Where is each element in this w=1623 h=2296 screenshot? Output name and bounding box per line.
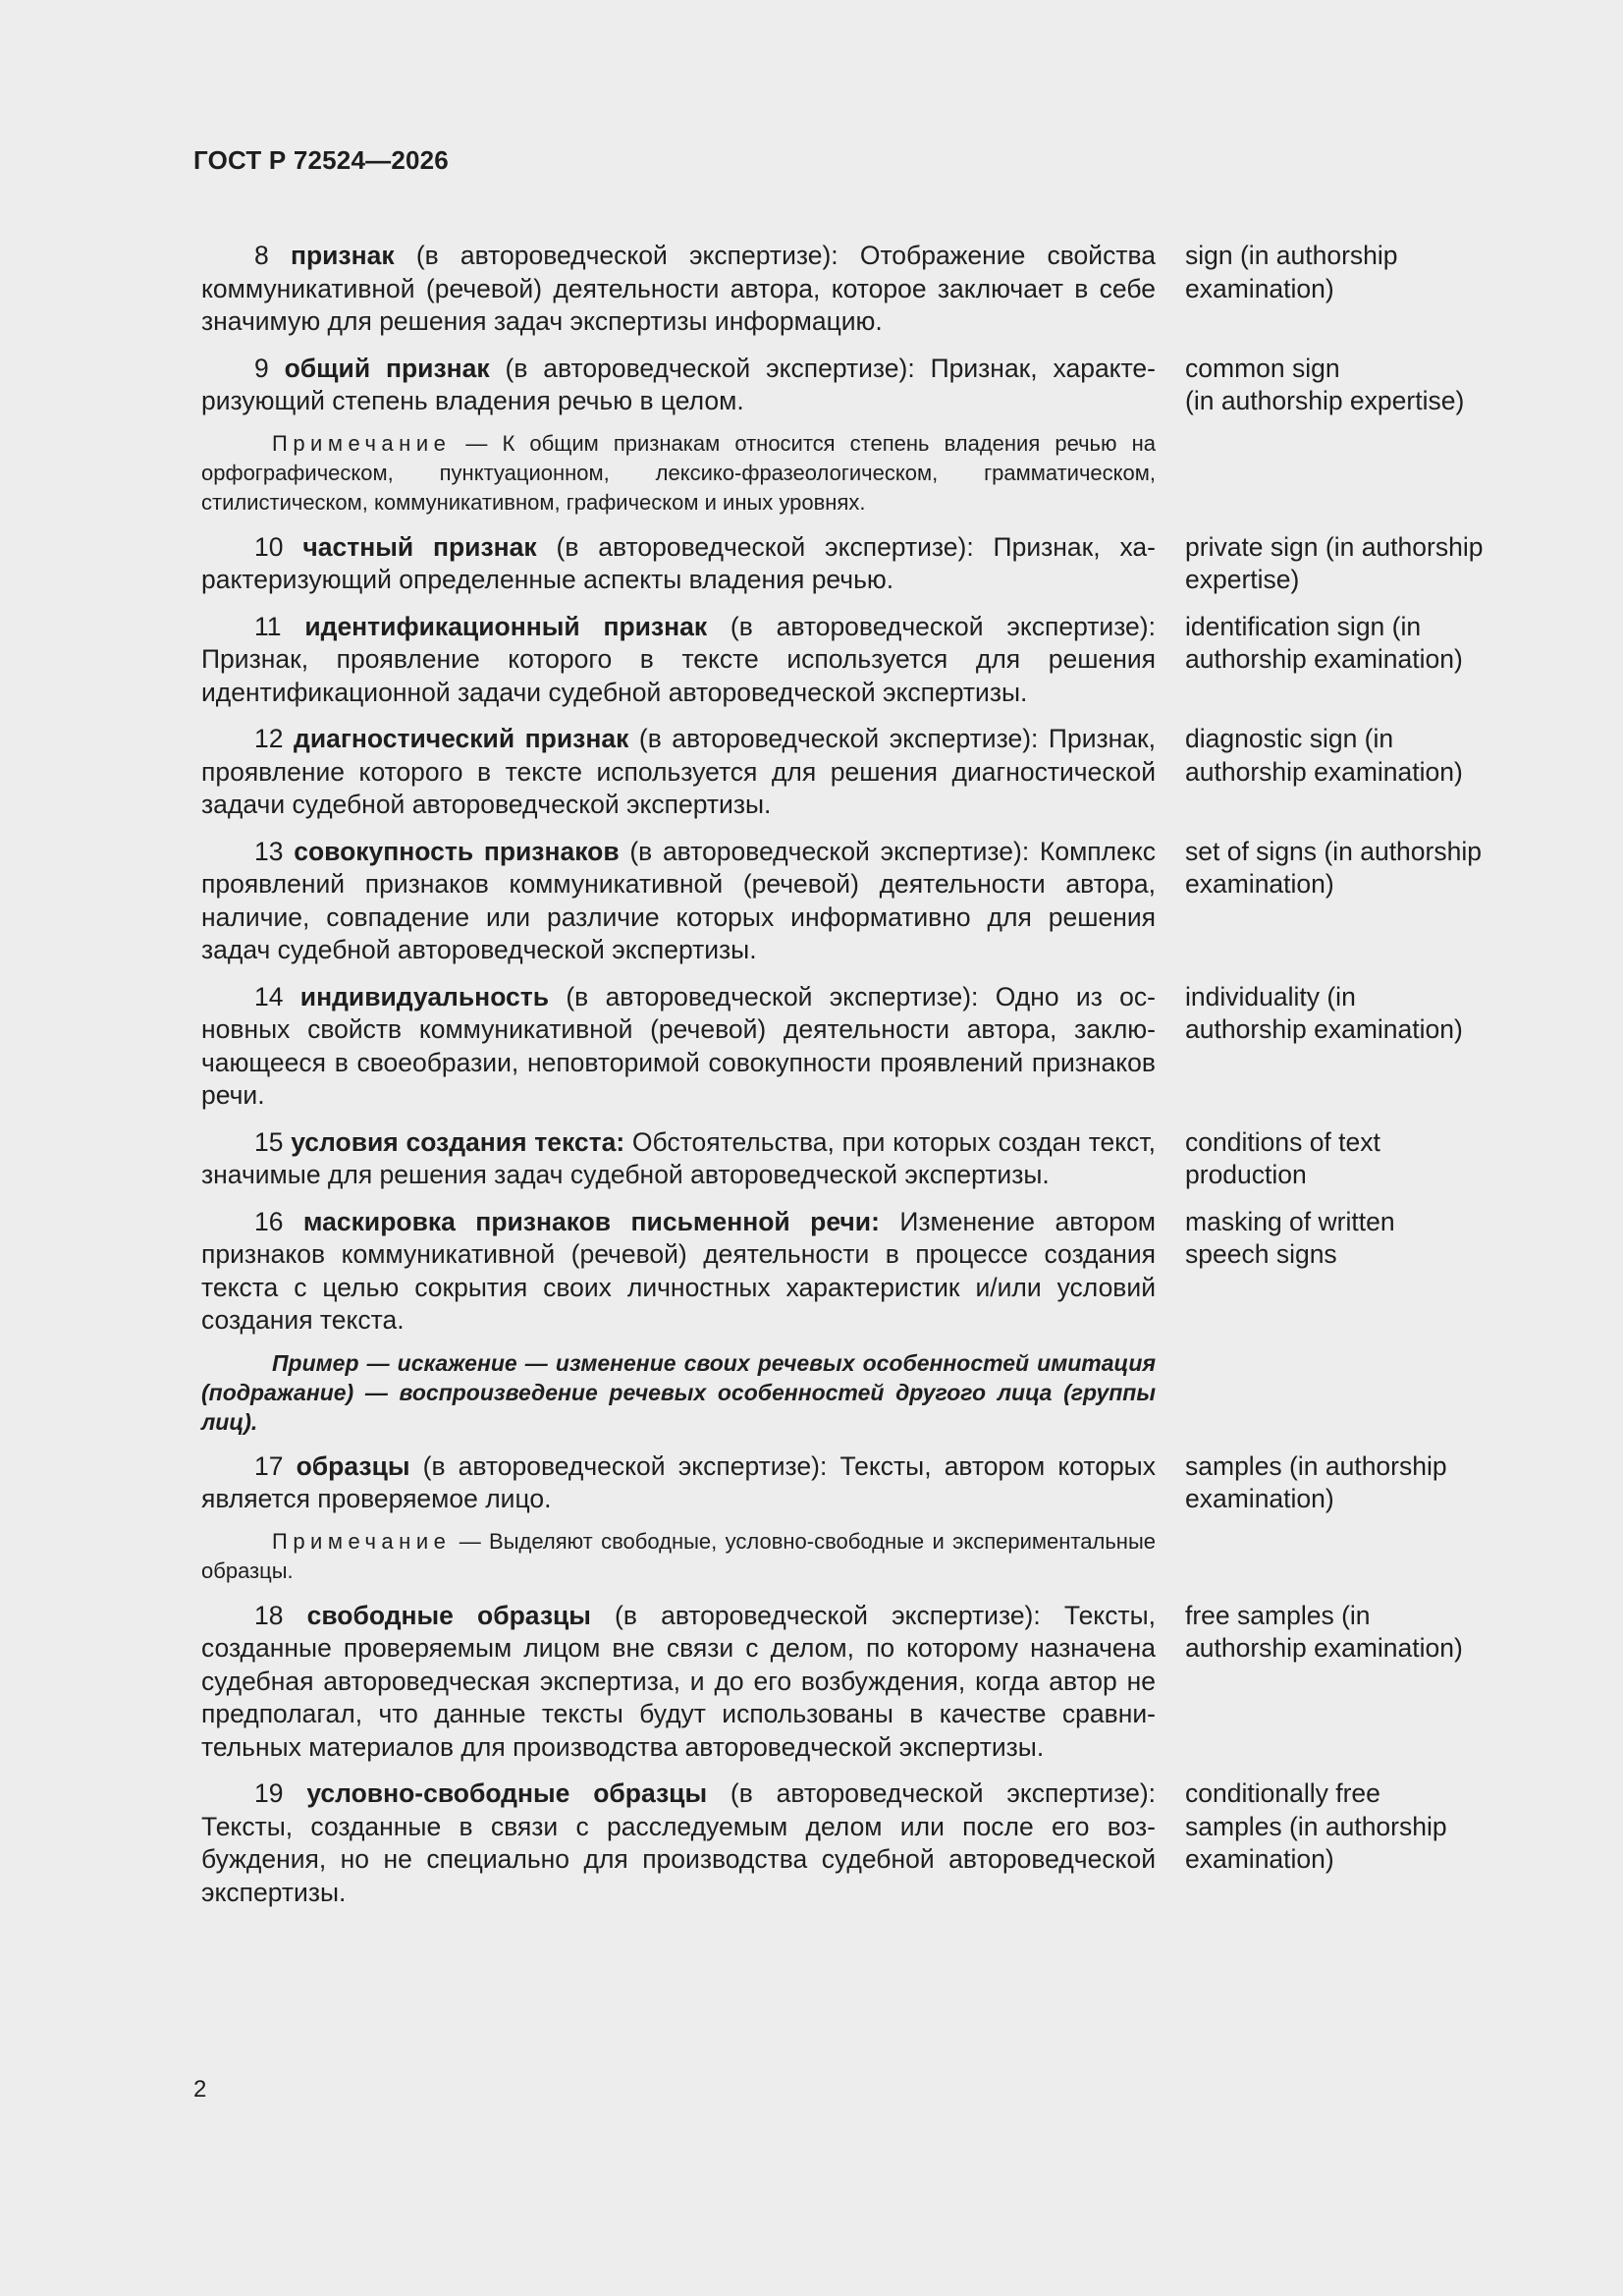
term-english: diagnostic sign (in authorship examination) xyxy=(1185,724,1463,787)
note-label: Примечание xyxy=(272,1528,452,1554)
term-english: conditions of text production xyxy=(1185,1126,1380,1189)
term-definition xyxy=(201,836,1156,967)
term-text: Обстоятельства, при которых создан текст, значимые для решения задач судебной автороведческой экспертизы. xyxy=(201,1126,1156,1189)
term-number: 17 xyxy=(254,1450,284,1481)
term-definition xyxy=(201,531,1156,597)
note-label: Примечание xyxy=(272,430,452,456)
term-text: (в автороведческой экспертизе): Одно из основных свойств коммуникативной (речевой) деятельности автора, заключающееся в своеобразии, неповторимой совокупности проявлений признаков речи. xyxy=(201,981,1156,1110)
term-entry-9 xyxy=(201,353,1522,418)
term-name: условия создания текста: xyxy=(291,1126,625,1157)
note-17 xyxy=(201,1527,1156,1586)
term-name: свободные образцы xyxy=(306,1600,591,1630)
term-english: masking of written speech signs xyxy=(1185,1206,1395,1269)
term-text: (в автороведческой экспертизе): Признак, характеризующий степень владения речью в целом. xyxy=(201,353,1156,415)
term-number: 10 xyxy=(254,531,284,562)
term-name: общий признак xyxy=(284,353,490,383)
term-number: 14 xyxy=(254,981,284,1011)
term-english: common sign (in authorship expertise) xyxy=(1185,353,1465,415)
term-entry-10 xyxy=(201,531,1522,597)
term-number: 19 xyxy=(254,1778,284,1808)
term-name: индивидуальность xyxy=(299,981,550,1011)
term-entry-12 xyxy=(201,723,1522,822)
term-number: 15 xyxy=(254,1126,284,1157)
term-entry-18 xyxy=(201,1600,1522,1765)
term-definition xyxy=(201,1126,1156,1192)
term-english: free samples (in authorship examination) xyxy=(1185,1600,1463,1663)
term-definition xyxy=(201,1450,1156,1516)
term-text: (в автороведческой экспертизе): Тексты, автором которых является проверяемое лицо. xyxy=(201,1450,1156,1513)
term-english: samples (in authorship examination) xyxy=(1185,1450,1447,1513)
term-number: 12 xyxy=(254,724,284,753)
term-name: условно-свободные образцы xyxy=(306,1778,708,1808)
term-text: (в автороведческой экспертизе): Тексты, созданные проверяемым лицом вне связи с делом, по которому назначена судебная автороведческая экспертиза, и до его возбуждения, когда автор не предполагал, что данные тексты будут использованы в качестве сравнительных материалов для производства автороведческой экспертизы. xyxy=(201,1600,1156,1762)
page-number: 2 xyxy=(193,2076,207,2103)
term-number: 13 xyxy=(254,836,284,866)
term-definition xyxy=(201,1206,1156,1338)
term-text: (в автороведческой экспертизе): Признак, характеризующий определенные аспекты владения речью. xyxy=(201,531,1156,594)
term-name: образцы xyxy=(296,1450,410,1481)
term-name: диагностический признак xyxy=(294,724,629,753)
term-number: 9 xyxy=(254,353,269,383)
term-english: set of signs (in authorship examination) xyxy=(1185,836,1482,899)
note-text: — Выделяют свободные, условно-свободные и экспериментальные образцы. xyxy=(201,1528,1156,1583)
term-definition xyxy=(201,981,1156,1113)
terms-list xyxy=(201,240,1522,1909)
term-name: маскировка признаков письменной речи: xyxy=(302,1206,880,1236)
term-text: (в автороведческой экспертизе): Комплекс проявлений признаков коммуникативной (речевой) деятельности автора, наличие, совпадение или различие которых информативно для решения задач судебной автороведческой экспертизы. xyxy=(201,836,1156,964)
term-definition xyxy=(201,1600,1156,1765)
term-english: individuality (in authorship examination) xyxy=(1185,981,1463,1044)
term-english: identification sign (in authorship examination) xyxy=(1185,611,1463,674)
term-english: private sign (in authorship expertise) xyxy=(1185,531,1484,594)
term-english: sign (in authorship examination) xyxy=(1185,241,1398,303)
term-number: 8 xyxy=(254,241,269,270)
term-entry-15 xyxy=(201,1126,1522,1192)
term-entry-8 xyxy=(201,240,1522,339)
example-16: Пример — искажение — изменение своих речевых особенностей имитация (подражание) — воспроизведение речевых особенностей другого лица (группы лиц). xyxy=(201,1349,1156,1435)
note-9 xyxy=(201,429,1156,518)
term-entry-16 xyxy=(201,1206,1522,1338)
term-entry-13 xyxy=(201,836,1522,967)
term-number: 16 xyxy=(254,1206,284,1236)
term-entry-14 xyxy=(201,981,1522,1113)
term-definition xyxy=(201,723,1156,822)
term-definition xyxy=(201,240,1156,339)
term-entry-19 xyxy=(201,1777,1522,1909)
term-english: conditionally free samples (in authorship examination) xyxy=(1185,1778,1447,1874)
term-name: частный признак xyxy=(302,531,537,562)
term-definition xyxy=(201,353,1156,418)
note-text: — К общим признакам относится степень владения речью на орфографическом, пунктуационном, лексико-фразеологическом, грамматическом, стилистическом, коммуникативном, графическом и иных уровнях. xyxy=(201,430,1156,515)
term-text: (в автороведческой экспертизе): Отображение свойства коммуникативной (речевой) деятельности автора, которое заключает в себе значимую для решения задач экспертизы информацию. xyxy=(201,241,1156,336)
term-entry-11 xyxy=(201,611,1522,710)
term-number: 18 xyxy=(254,1600,284,1630)
term-name: идентификационный признак xyxy=(304,611,708,641)
term-name: совокупность признаков xyxy=(294,836,620,866)
term-text: (в автороведческой экспертизе): Признак, проявление которого в тексте используется для решения идентификационной задачи судебной автороведческой экспертизы. xyxy=(201,611,1156,707)
term-text: (в автороведческой экспертизе): Признак, проявление которого в тексте используется для решения диагностической задачи судебной автороведческой экспертизы. xyxy=(201,724,1156,819)
term-entry-17 xyxy=(201,1450,1522,1516)
term-name: признак xyxy=(290,241,395,270)
term-definition xyxy=(201,1777,1156,1909)
term-text: Изменение автором признаков коммуникативной (речевой) деятельности в процессе создания текста с целью сокрытия своих личностных характеристик и/или условий создания текста. xyxy=(201,1206,1156,1335)
term-text: (в автороведческой экспертизе): Тексты, созданные в связи с расследуемым делом или после его возбуждения, но не специально для производства судебной автороведческой экспертизы. xyxy=(201,1778,1157,1907)
term-definition xyxy=(201,611,1156,710)
term-number: 11 xyxy=(254,611,282,641)
document-code-header: ГОСТ Р 72524—2026 xyxy=(193,145,449,175)
